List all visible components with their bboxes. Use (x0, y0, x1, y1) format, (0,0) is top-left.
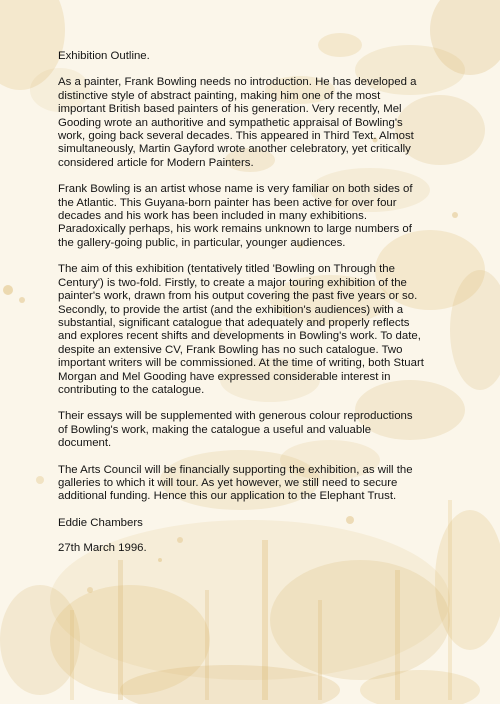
letter-date: 27th March 1996. (58, 542, 147, 555)
signature: Eddie Chambers (58, 516, 143, 529)
paragraph-exhibition-aim: The aim of this exhibition (tentatively titled 'Bowling on Through the Century') is two-fold. Firstly, to create a major touring exhibition of the painter's work, drawn from his output covering the past five years or so. Secondly, to provide the artist (and the exhibition's audiences) with a substantial, significant catalogue that adequately and properly reflects and explores recent shifts and developments in Bowling's work. To date, despite an extensive CV, Frank Bowling has no such catalogue. Two important writers will be commissioned. At the time of writing, both Stuart Morgan and Mel Gooding have expressed considerable interest in contributing to the catalogue. (58, 263, 424, 396)
paragraph-catalogue-essays: Their essays will be supplemented with generous colour reproductions of Bowling's work, making the catalogue a useful and valuable document. (58, 410, 413, 450)
paragraph-introduction: As a painter, Frank Bowling needs no introduction. He has developed a distinctive style of abstract painting, making him one of the most important British based painters of his generation. Very recently, Mel Gooding wrote an authoritive and sympathetic appraisal of Bowling's work, going back several decades. This appeared in Third Text. Almost simultaneously, Martin Gayford wrote another celebratory, yet critically considered article for Modern Painters. (58, 76, 417, 169)
document-heading: Exhibition Outline. (58, 50, 150, 62)
letter-body (58, 50, 478, 569)
paragraph-artist-background: Frank Bowling is an artist whose name is very familiar on both sides of the Atlantic. This Guyana-born painter has been active for over four decades and his work has been included in many exhibitions. Paradoxically perhaps, his work remains unknown to large numbers of the gallery-going public, in particular, younger audiences. (58, 183, 413, 249)
paragraph-funding: The Arts Council will be financially supporting the exhibition, as will the galleries to which it will tour. As yet however, we still need to secure additional funding. Hence this our application to the Elephant Trust. (58, 463, 413, 503)
